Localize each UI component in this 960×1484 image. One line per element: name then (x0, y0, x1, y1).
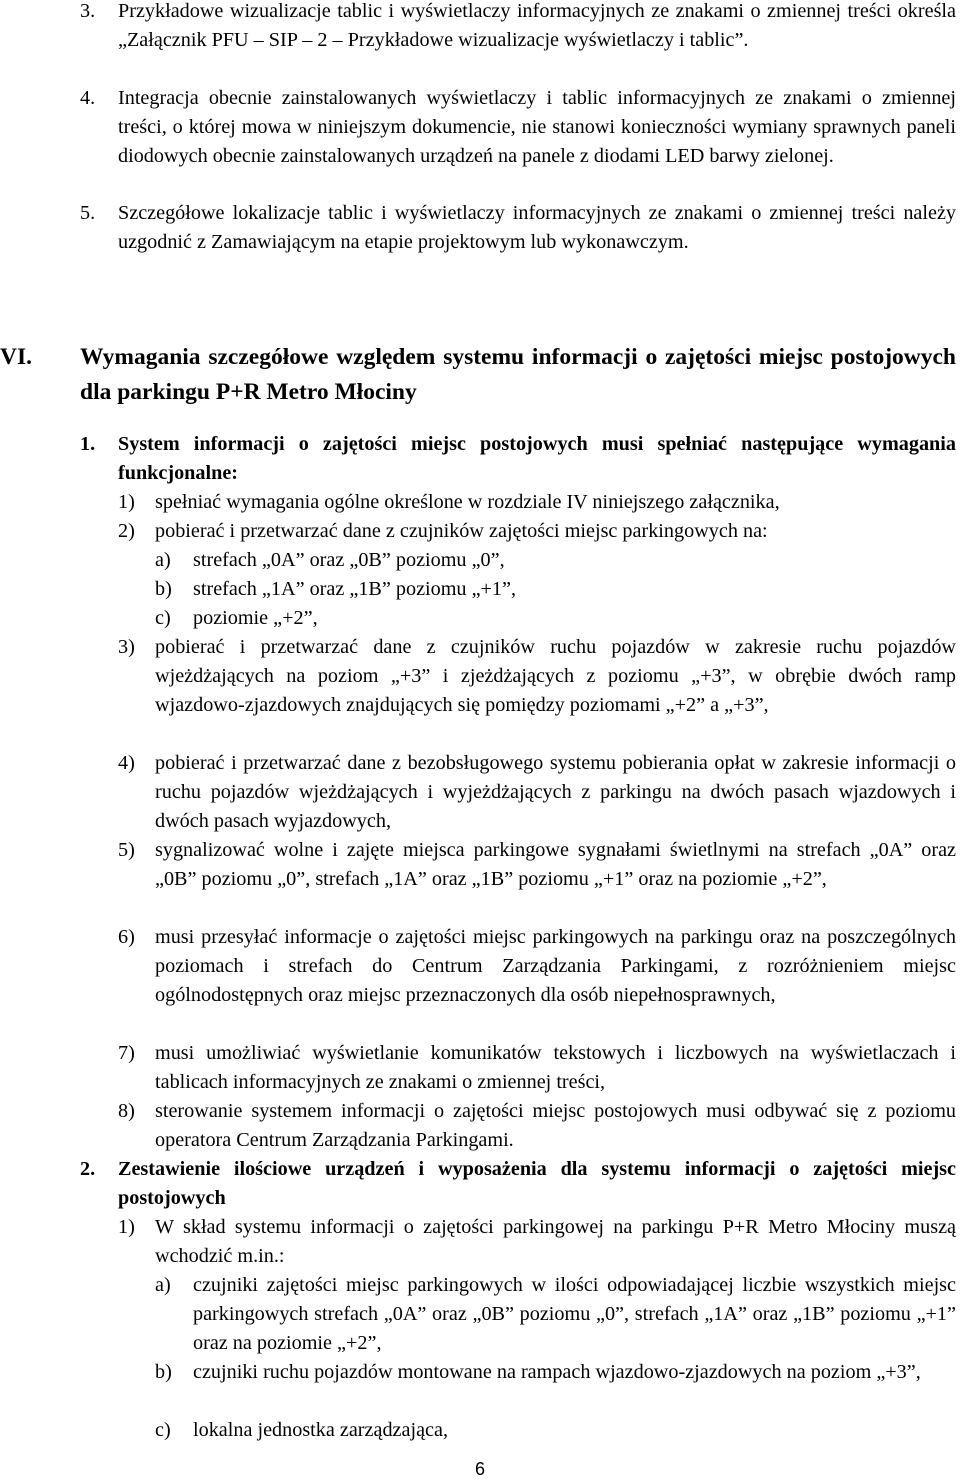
item-number: c) (155, 607, 171, 629)
item-text: strefach „0A” oraz „0B” poziomu „0”, (193, 549, 505, 571)
list-item (118, 517, 956, 546)
list-item (118, 923, 956, 1010)
list-item (80, 84, 956, 171)
list-item (118, 836, 956, 894)
item-number: 5) (118, 839, 135, 861)
list-item (155, 546, 956, 575)
subsection-heading (80, 1155, 956, 1213)
item-text: pobierać i przetwarzać dane z czujników zajętości miejsc parkingowych na: (155, 520, 768, 542)
list-item (118, 1213, 956, 1271)
list-item (118, 1097, 956, 1155)
section-title: Wymagania szczegółowe względem systemu informacji o zajętości miejsc postojowych dla parkingu P+R Metro Młociny (80, 344, 956, 405)
item-text: czujniki ruchu pojazdów montowane na rampach wjazdowo-zjazdowych na poziom „+3”, (193, 1361, 921, 1383)
item-text: musi umożliwiać wyświetlanie komunikatów tekstowych i liczbowych na wyświetlaczach i tablicach informacyjnych ze znakami o zmiennej treści, (155, 1042, 956, 1093)
list-item (155, 1358, 956, 1387)
item-text: sygnalizować wolne i zajęte miejsca parkingowe sygnałami świetlnymi na strefach „0A” oraz „0B” poziomu „0”, strefach „1A” oraz „1B” poziomu „+1” oraz na poziomie „+2”, (155, 839, 956, 890)
subsection-heading (80, 430, 956, 488)
list-item (80, 199, 956, 257)
item-number: 3) (118, 636, 135, 658)
item-number: 8) (118, 1100, 135, 1122)
item-number: 6) (118, 926, 135, 948)
subsection-number: 1. (80, 433, 96, 455)
item-number: 2) (118, 520, 135, 542)
item-number: 4) (118, 752, 135, 774)
item-text: poziomie „+2”, (193, 607, 318, 629)
section-number: VI. (0, 344, 32, 370)
list-item (155, 1271, 956, 1358)
list-item (118, 488, 956, 517)
item-text: musi przesyłać informacje o zajętości miejsc parkingowych na parkingu oraz na poszczególnych poziomach i strefach do Centrum Zarządzania Parkingami, z rozróżnieniem miejsc ogólnodostępnych oraz miejsc przeznaczonych dla osób niepełnosprawnych, (155, 926, 956, 1006)
item-text: strefach „1A” oraz „1B” poziomu „+1”, (193, 578, 517, 600)
item-text: czujniki zajętości miejsc parkingowych w ilości odpowiadającej liczbie wszystkich miejsc parkingowych strefach „0A” oraz „0B” poziomu „0”, strefach „1A” oraz „1B” poziomu „+1” oraz na poziomie „+2”, (193, 1274, 956, 1354)
section-heading (0, 340, 956, 410)
item-text: Szczegółowe lokalizacje tablic i wyświetlaczy informacyjnych ze znakami o zmiennej treści należy uzgodnić z Zamawiającym na etapie projektowym lub wykonawczym. (118, 202, 956, 253)
item-text: sterowanie systemem informacji o zajętości miejsc postojowych musi odbywać się z poziomu operatora Centrum Zarządzania Parkingami. (155, 1100, 956, 1151)
item-number: 3. (80, 0, 96, 22)
item-text: Integracja obecnie zainstalowanych wyświetlaczy i tablic informacyjnych ze znakami o zmiennej treści, o której mowa w niniejszym dokumencie, nie stanowi konieczności wymiany sprawnych paneli diodowych obecnie zainstalowanych urządzeń na panele z diodami LED barwy zielonej. (118, 87, 956, 167)
list-item (118, 749, 956, 836)
subsection-title: Zestawienie ilościowe urządzeń i wyposażenia dla systemu informacji o zajętości miejsc postojowych (118, 1158, 956, 1209)
item-text: spełniać wymagania ogólne określone w rozdziale IV niniejszego załącznika, (155, 491, 780, 513)
subsection-title: System informacji o zajętości miejsc postojowych musi spełniać następujące wymagania funkcjonalne: (118, 433, 956, 484)
item-number: b) (155, 1361, 172, 1383)
item-number: 7) (118, 1042, 135, 1064)
list-item (118, 633, 956, 720)
item-text: pobierać i przetwarzać dane z czujników ruchu pojazdów w zakresie ruchu pojazdów wjeżdżających na poziom „+3” i zjeżdżających z poziomu „+3”, w obrębie dwóch ramp wjazdowo-zjazdowych znajdujących się pomiędzy poziomami „+2” a „+3”, (155, 636, 956, 716)
item-number: c) (155, 1419, 171, 1441)
subsection-number: 2. (80, 1158, 96, 1180)
list-item (155, 1416, 956, 1445)
list-item (155, 604, 956, 633)
list-item (155, 575, 956, 604)
item-text: W skład systemu informacji o zajętości parkingowej na parkingu P+R Metro Młociny muszą wchodzić m.in.: (155, 1216, 956, 1267)
item-number: 5. (80, 202, 96, 224)
item-text: pobierać i przetwarzać dane z bezobsługowego systemu pobierania opłat w zakresie informacji o ruchu pojazdów wjeżdżających i wyjeżdżających z parkingu na dwóch pasach wjazdowych i dwóch pasach wyjazdowych, (155, 752, 956, 832)
item-number: b) (155, 578, 172, 600)
page-number: 6 (474, 1459, 485, 1479)
item-number: a) (155, 1274, 171, 1296)
item-text: Przykładowe wizualizacje tablic i wyświetlaczy informacyjnych ze znakami o zmiennej treści określa „Załącznik PFU – SIP – 2 – Przykładowe wizualizacje wyświetlaczy i tablic”. (118, 0, 956, 51)
item-text: lokalna jednostka zarządzająca, (193, 1419, 448, 1441)
item-number: 1) (118, 491, 135, 513)
item-number: 1) (118, 1216, 135, 1238)
list-item (118, 1039, 956, 1097)
list-item (80, 0, 956, 55)
item-number: a) (155, 549, 171, 571)
item-number: 4. (80, 87, 96, 109)
